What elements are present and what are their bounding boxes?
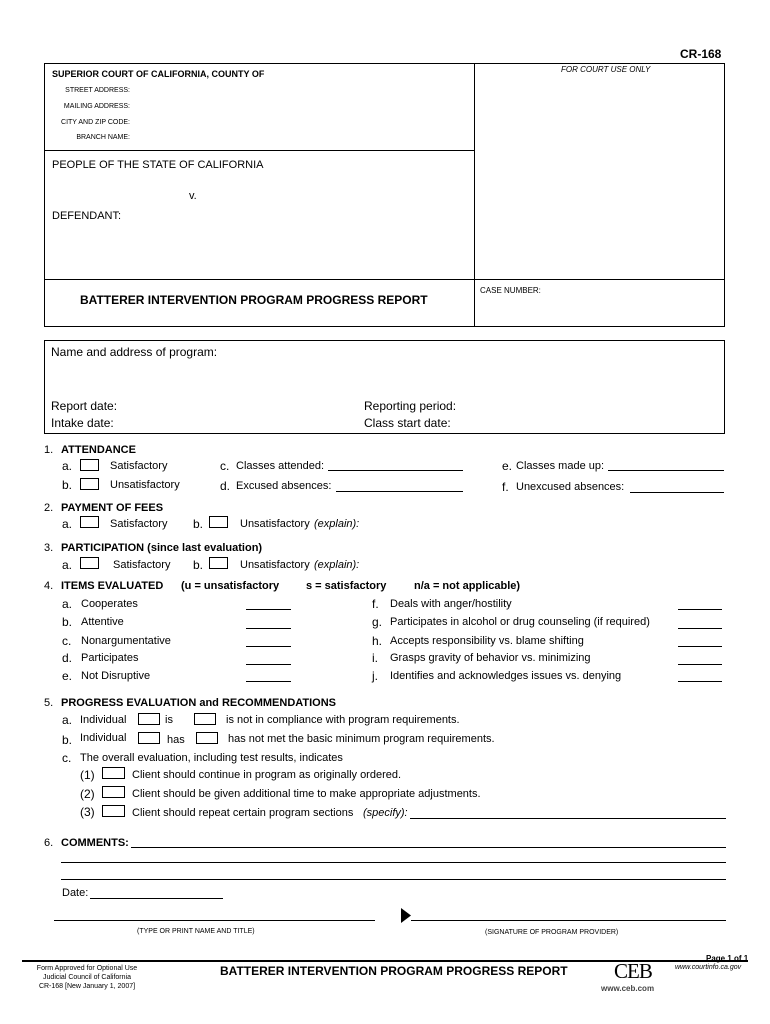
s4-item-letter: i. — [372, 651, 378, 665]
s3-number: 3. — [44, 542, 54, 554]
s5-is-checkbox[interactable] — [138, 713, 160, 725]
s5-b-has: has — [167, 734, 185, 746]
s5-opt1-number: (1) — [80, 768, 95, 782]
class-start-date-label: Class start date: — [364, 416, 451, 430]
s5-a-individual: Individual — [80, 714, 127, 726]
s4-rating-field[interactable] — [246, 646, 291, 647]
classes-attended-label: Classes attended: — [236, 460, 325, 472]
s4-legend-u: (u = unsatisfactory — [181, 580, 280, 592]
s4-item-letter: f. — [372, 597, 379, 611]
s5-opt1-label: Client should continue in program as originally ordered. — [132, 769, 402, 781]
page-indicator: Page 1 of 1 — [706, 954, 749, 963]
s5-specify-field[interactable] — [410, 818, 726, 819]
s4-rating-field[interactable] — [246, 609, 291, 610]
s1-d-letter: d. — [220, 479, 231, 493]
s4-rating-field[interactable] — [678, 664, 722, 665]
s4-rating-field[interactable] — [678, 646, 722, 647]
s5-has-checkbox[interactable] — [138, 732, 160, 744]
s4-item-letter: e. — [62, 669, 73, 683]
s1-c-letter: c. — [220, 459, 230, 473]
s5-opt2-number: (2) — [80, 787, 95, 801]
s2-satisfactory-label: Satisfactory — [110, 518, 168, 530]
excused-absences-label: Excused absences: — [236, 480, 332, 492]
s2-number: 2. — [44, 502, 54, 514]
s5-b-individual: Individual — [80, 732, 127, 744]
s1-b-letter: b. — [62, 478, 73, 492]
date-label: Date: — [62, 887, 89, 899]
s4-item-letter: d. — [62, 651, 73, 665]
s4-legend-s: s = satisfactory — [306, 580, 387, 592]
s5-has-not-checkbox[interactable] — [196, 732, 218, 744]
s3-satisfactory-label: Satisfactory — [113, 559, 171, 571]
excused-absences-field[interactable] — [336, 491, 463, 492]
s1-unsatisfactory-label: Unsatisfactory — [110, 479, 180, 491]
s6-title: COMMENTS: — [61, 837, 129, 849]
comments-line[interactable] — [61, 862, 726, 863]
s5-opt3-specify: (specify): — [363, 807, 408, 819]
mailing-address-label: MAILING ADDRESS: — [63, 103, 130, 110]
s5-number: 5. — [44, 697, 54, 709]
s5-c-text: The overall evaluation, including test results, indicates — [80, 752, 343, 764]
s4-rating-field[interactable] — [246, 681, 291, 682]
reporting-period-label: Reporting period: — [364, 399, 457, 413]
s1-title: ATTENDANCE — [61, 444, 136, 456]
s5-title: PROGRESS EVALUATION and RECOMMENDATIONS — [61, 697, 337, 709]
s4-item-label: Accepts responsibility vs. blame shifting — [390, 635, 584, 647]
s4-item-label: Cooperates — [81, 598, 138, 610]
s1-f-letter: f. — [502, 480, 509, 494]
approved-line-3: CR-168 [New January 1, 2007] — [38, 983, 136, 990]
s4-legend-na: n/a = not applicable) — [414, 580, 521, 592]
s5-c-letter: c. — [62, 751, 72, 765]
s4-rating-field[interactable] — [678, 681, 722, 682]
court-divider — [44, 150, 474, 151]
s2-explain: (explain): — [314, 518, 360, 530]
signature-line[interactable] — [411, 920, 726, 921]
signature-caption: (SIGNATURE OF PROGRAM PROVIDER) — [485, 929, 619, 936]
defendant-label: DEFENDANT: — [52, 210, 122, 222]
s5-opt1-checkbox[interactable] — [102, 767, 125, 779]
s4-item-letter: b. — [62, 615, 73, 629]
versus-label: v. — [189, 190, 197, 202]
s3-unsatisfactory-checkbox[interactable] — [209, 557, 228, 569]
ceb-logo: CEB — [614, 959, 652, 983]
s2-a-letter: a. — [62, 517, 73, 531]
s5-opt3-checkbox[interactable] — [102, 805, 125, 817]
s2-unsatisfactory-label: Unsatisfactory — [240, 518, 310, 530]
name-title-caption: (TYPE OR PRINT NAME AND TITLE) — [137, 928, 255, 935]
s1-satisfactory-label: Satisfactory — [110, 460, 168, 472]
form-number: CR-168 — [680, 47, 722, 61]
s1-a-letter: a. — [62, 459, 73, 473]
s2-unsatisfactory-checkbox[interactable] — [209, 516, 228, 528]
caption-box — [44, 63, 725, 327]
s1-number: 1. — [44, 444, 54, 456]
program-name-label: Name and address of program: — [51, 345, 218, 359]
title-divider — [44, 279, 725, 280]
s4-item-label: Identifies and acknowledges issues vs. denying — [390, 670, 622, 682]
footer-title: BATTERER INTERVENTION PROGRAM PROGRESS REPORT — [220, 964, 568, 978]
s4-item-letter: h. — [372, 634, 383, 648]
s4-item-letter: a. — [62, 597, 73, 611]
s4-rating-field[interactable] — [678, 609, 722, 610]
s3-explain: (explain): — [314, 559, 360, 571]
s5-a-letter: a. — [62, 713, 73, 727]
unexcused-absences-label: Unexcused absences: — [516, 481, 625, 493]
s5-opt2-label: Client should be given additional time to make appropriate adjustments. — [132, 788, 481, 800]
branch-name-label: BRANCH NAME: — [76, 134, 130, 141]
date-field[interactable] — [90, 898, 223, 899]
people-label: PEOPLE OF THE STATE OF CALIFORNIA — [52, 159, 264, 171]
s5-opt2-checkbox[interactable] — [102, 786, 125, 798]
s2-title: PAYMENT OF FEES — [61, 502, 164, 514]
s4-rating-field[interactable] — [246, 664, 291, 665]
ceb-url[interactable]: www.ceb.com — [601, 984, 655, 993]
s1-unsatisfactory-checkbox[interactable] — [80, 478, 99, 490]
s4-item-label: Deals with anger/hostility — [390, 598, 512, 610]
classes-made-up-label: Classes made up: — [516, 460, 605, 472]
s5-opt3-number: (3) — [80, 805, 95, 819]
comments-line[interactable] — [131, 847, 726, 848]
s3-b-letter: b. — [193, 558, 204, 572]
approved-line-2: Judicial Council of California — [43, 974, 131, 981]
s4-item-label: Not Disruptive — [81, 670, 151, 682]
caption-divider — [474, 63, 475, 327]
arrow-icon — [401, 908, 411, 923]
s4-item-label: Participates — [81, 652, 139, 664]
s4-item-letter: g. — [372, 615, 383, 629]
s5-b-letter: b. — [62, 733, 73, 747]
s3-unsatisfactory-label: Unsatisfactory — [240, 559, 310, 571]
s4-title: ITEMS EVALUATED — [61, 580, 164, 592]
s3-title: PARTICIPATION (since last evaluation) — [61, 542, 263, 554]
s5-is-not-checkbox[interactable] — [194, 713, 216, 725]
street-address-label: STREET ADDRESS: — [65, 87, 130, 94]
comments-line[interactable] — [61, 879, 726, 880]
s5-a-is: is — [165, 714, 173, 726]
s6-number: 6. — [44, 837, 54, 849]
s3-satisfactory-checkbox[interactable] — [80, 557, 99, 569]
s2-b-letter: b. — [193, 517, 204, 531]
case-number-label: CASE NUMBER: — [480, 286, 541, 295]
s4-item-label: Attentive — [81, 616, 124, 628]
form-title: BATTERER INTERVENTION PROGRAM PROGRESS REPORT — [80, 293, 428, 307]
unexcused-absences-field[interactable] — [630, 492, 724, 493]
s4-item-letter: j. — [372, 669, 378, 683]
s5-opt3-label: Client should repeat certain program sections — [132, 807, 354, 819]
court-label: SUPERIOR COURT OF CALIFORNIA, COUNTY OF — [52, 69, 265, 79]
classes-attended-field[interactable] — [328, 470, 463, 471]
s1-satisfactory-checkbox[interactable] — [80, 459, 99, 471]
courtinfo-url[interactable]: www.courtinfo.ca.gov — [675, 964, 742, 971]
city-zip-label: CITY AND ZIP CODE: — [61, 119, 130, 126]
classes-made-up-field[interactable] — [608, 470, 724, 471]
s4-item-label: Participates in alcohol or drug counseling (if required) — [390, 616, 650, 628]
name-title-line[interactable] — [54, 920, 375, 921]
intake-date-label: Intake date: — [51, 416, 114, 430]
s4-item-letter: c. — [62, 634, 72, 648]
s2-satisfactory-checkbox[interactable] — [80, 516, 99, 528]
s1-e-letter: e. — [502, 459, 513, 473]
s5-a-text: is not in compliance with program requirements. — [226, 714, 460, 726]
s4-item-label: Nonargumentative — [81, 635, 171, 647]
report-date-label: Report date: — [51, 399, 118, 413]
s4-rating-field[interactable] — [678, 628, 722, 629]
s4-rating-field[interactable] — [246, 628, 291, 629]
approved-line-1: Form Approved for Optional Use — [36, 965, 138, 972]
s3-a-letter: a. — [62, 558, 73, 572]
court-use-only: FOR COURT USE ONLY — [561, 65, 651, 74]
s4-item-label: Grasps gravity of behavior vs. minimizing — [390, 652, 591, 664]
s5-b-text: has not met the basic minimum program requirements. — [228, 733, 495, 745]
s4-number: 4. — [44, 580, 54, 592]
